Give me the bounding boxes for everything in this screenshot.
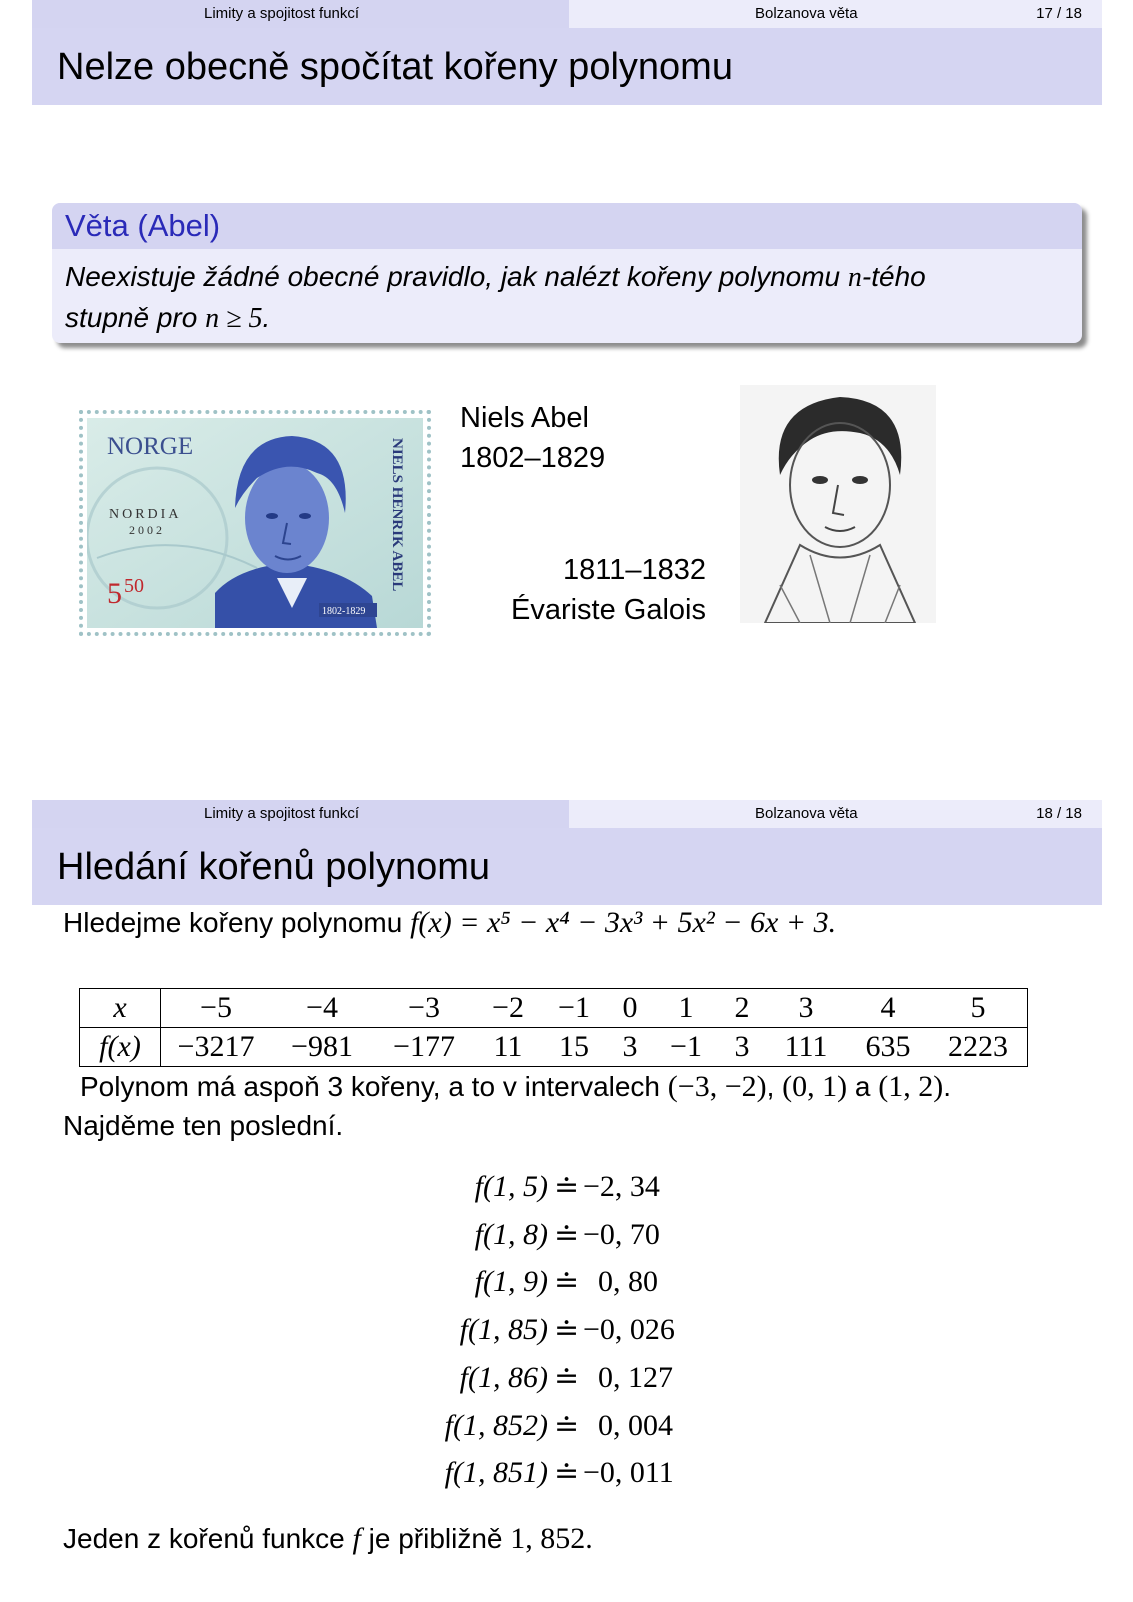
approx-sign: ≐ xyxy=(554,1409,580,1443)
table-cell: −4 xyxy=(271,989,373,1028)
evaluation-row xyxy=(0,1456,1133,1496)
table-row-x xyxy=(80,989,1028,1028)
evaluation-rhs: −2, 34 xyxy=(583,1170,660,1203)
evaluation-rhs: −0, 026 xyxy=(583,1313,675,1347)
table-cell: −3 xyxy=(373,989,475,1028)
evaluation-lhs: f(1, 8) xyxy=(474,1217,548,1251)
slide-title: Hledání kořenů polynomu xyxy=(57,846,491,888)
table-cell: 635 xyxy=(847,1028,929,1067)
table-cell: −5 xyxy=(161,989,272,1028)
galois-portrait-image xyxy=(740,385,936,623)
approx-sign: ≐ xyxy=(554,1218,580,1252)
table-cell: −2 xyxy=(475,989,541,1028)
evaluation-row xyxy=(0,1218,1133,1258)
approx-sign: ≐ xyxy=(554,1266,580,1300)
header-subsection: Bolzanova věta xyxy=(755,805,858,822)
evaluation-lhs: f(1, 85) xyxy=(459,1313,548,1347)
table-cell: 11 xyxy=(475,1028,541,1067)
values-table xyxy=(79,988,1028,1067)
evaluation-row xyxy=(0,1265,1133,1305)
slide-headline xyxy=(32,800,1102,828)
approx-sign: ≐ xyxy=(554,1171,580,1204)
evaluation-lhs: f(1, 9) xyxy=(474,1265,548,1299)
table-cell: 3 xyxy=(765,989,847,1028)
intervals-paragraph: Polynom má aspoň 3 kořeny, a to v intervalech (−3, −2), (0, 1) a (1, 2). xyxy=(80,1070,952,1103)
slide-17 xyxy=(0,0,1133,800)
slide-title: Nelze obecně spočítat kořeny polynomu xyxy=(57,46,733,88)
table-cell: 1 xyxy=(653,989,719,1028)
stamp-value: 5 xyxy=(107,577,122,610)
approx-sign: ≐ xyxy=(554,1314,580,1348)
evaluation-rhs: −0, 011 xyxy=(583,1456,674,1490)
galois-name: Évariste Galois xyxy=(510,594,706,626)
stamp-country: NORGE xyxy=(107,433,194,460)
table-cell: 3 xyxy=(607,1028,653,1067)
stamp-value-cents: 50 xyxy=(124,575,144,597)
stamp-dates: 1802-1829 xyxy=(322,606,366,617)
table-cell: 2 xyxy=(719,989,765,1028)
header-section: Limity a spojitost funkcí xyxy=(204,805,360,822)
conclusion: Jeden z kořenů funkce f je přibližně 1, 852. xyxy=(63,1522,593,1555)
header-section: Limity a spojitost funkcí xyxy=(204,5,360,22)
table-cell: −981 xyxy=(271,1028,373,1067)
stamp-side-label: NIELS HENRIK ABEL xyxy=(389,438,405,592)
table-cell: −3217 xyxy=(161,1028,272,1067)
table-cell: 111 xyxy=(765,1028,847,1067)
galois-caption xyxy=(470,550,706,630)
title-bar xyxy=(32,28,1102,105)
page-number: 17 / 18 xyxy=(1036,5,1082,22)
slide-headline xyxy=(32,0,1102,28)
approx-sign: ≐ xyxy=(554,1361,580,1395)
abel-caption xyxy=(460,398,605,478)
evaluation-rhs: −0, 70 xyxy=(583,1217,660,1251)
table-cell: 15 xyxy=(541,1028,607,1067)
intervals-paragraph-line2: Najděme ten poslední. xyxy=(63,1110,344,1141)
evaluation-row xyxy=(0,1170,1133,1210)
evaluation-lhs: f(1, 851) xyxy=(444,1456,548,1490)
theorem-block xyxy=(52,203,1082,343)
table-cell: 4 xyxy=(847,989,929,1028)
table-cell: −1 xyxy=(541,989,607,1028)
header-subsection: Bolzanova věta xyxy=(755,5,858,22)
evaluation-lhs: f(1, 5) xyxy=(474,1170,548,1203)
table-cell: −177 xyxy=(373,1028,475,1067)
stamp-artwork xyxy=(87,418,423,628)
slide-18 xyxy=(0,800,1133,1600)
theorem-title: Věta (Abel) xyxy=(52,203,1082,249)
evaluation-row xyxy=(0,1313,1133,1353)
abel-stamp-image xyxy=(79,410,431,636)
table-row-fx xyxy=(80,1028,1028,1067)
intro-line: Hledejme kořeny polynomu f(x) = x⁵ − x⁴ − 3x³ + 5x² − 6x + 3. xyxy=(63,906,837,939)
evaluation-row xyxy=(0,1409,1133,1449)
table-cell: −1 xyxy=(653,1028,719,1067)
galois-years: 1811–1832 xyxy=(562,554,706,586)
table-cell: 3 xyxy=(719,1028,765,1067)
approx-sign: ≐ xyxy=(554,1457,580,1491)
table-cell: 0 xyxy=(607,989,653,1028)
table-cell: 2223 xyxy=(929,1028,1028,1067)
evaluation-rhs: 0, 80 xyxy=(583,1265,658,1299)
evaluation-rhs: 0, 004 xyxy=(583,1408,673,1442)
table-header-fx: f(x) xyxy=(80,1028,161,1067)
abel-name: Niels Abel xyxy=(460,402,589,434)
evaluation-rhs: 0, 127 xyxy=(583,1360,673,1394)
title-bar xyxy=(32,828,1102,905)
evaluation-lhs: f(1, 86) xyxy=(459,1360,548,1394)
abel-years: 1802–1829 xyxy=(460,442,606,474)
table-cell: 5 xyxy=(929,989,1028,1028)
page-number: 18 / 18 xyxy=(1036,805,1082,822)
table-header-x: x xyxy=(80,989,161,1028)
evaluation-lhs: f(1, 852) xyxy=(444,1408,548,1442)
theorem-body: Neexistuje žádné obecné pravidlo, jak nalézt kořeny polynomu n-tého stupně pro n ≥ 5. xyxy=(65,261,926,334)
stamp-year: 2002 xyxy=(129,523,165,537)
evaluation-row xyxy=(0,1361,1133,1401)
stamp-series: NORDIA xyxy=(109,507,182,522)
